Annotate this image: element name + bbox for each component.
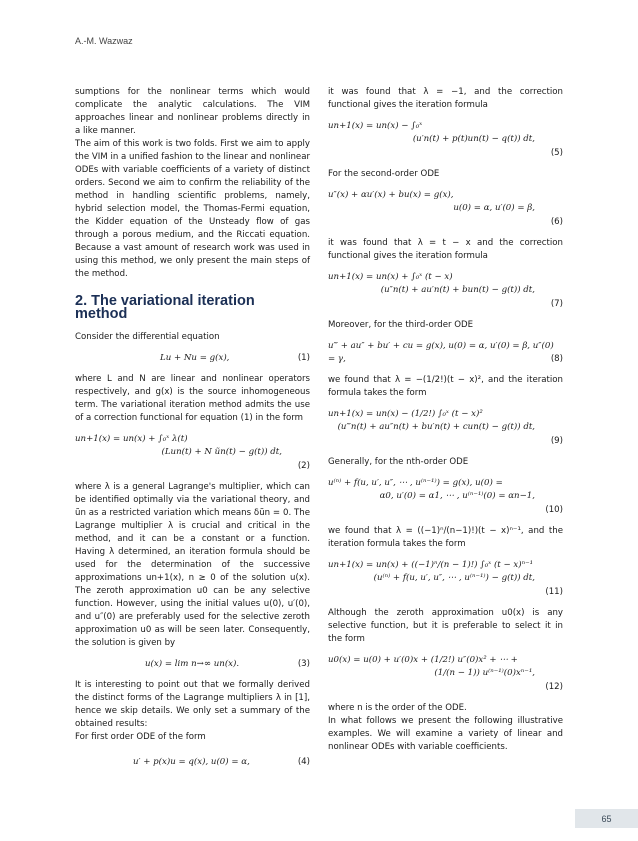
equation-body-cont: (u⁽ⁿ⁾ + f(u, u′, u″, ⋯ , u⁽ⁿ⁻¹⁾) − g(t)) dt, (373, 573, 535, 583)
equation-number: (5) (550, 148, 563, 158)
equation-number: (1) (297, 353, 310, 363)
equation-number: (4) (297, 757, 310, 767)
equation-11 (328, 559, 563, 599)
equation-6 (328, 189, 563, 229)
equation-number: (3) (297, 659, 310, 669)
left-column (75, 86, 310, 777)
equation-body: Lu + Nu = g(x), (160, 353, 230, 363)
paragraph: where L and N are linear and nonlinear operators respectively, and g(x) is the source inhomogeneous term. The variational iteration method admits the use of a correction functional for equation (1) in the form (75, 374, 310, 423)
equation-number: (2) (297, 461, 310, 471)
paragraph: where λ is a general Lagrange's multiplier, which can be identified optimally via the variational theory, and ũn as a restricted variation which means δũn = 0. The Lagrange multiplier λ is crucial and critical in the method, and it can be a constant or a function. Having λ determined, an iteration formula should be used for the determination of the successive approximations un+1(x), n ≥ 0 of the solution u(x). The zeroth approximation u0 can be any selective function. However, using the initial values u(0), u′(0), and u″(0) are preferably used for the selective zeroth approximation u0 as will be seen later. Consequently, the solution is given by (75, 482, 310, 648)
equation-10 (328, 477, 563, 517)
equation-body-cont: (1/(n − 1)) u⁽ⁿ⁻¹⁾(0)xⁿ⁻¹, (434, 668, 535, 678)
equation-body: un+1(x) = un(x) − ∫₀ˣ (328, 121, 423, 131)
equation-number: (10) (545, 505, 563, 515)
equation-7 (328, 271, 563, 311)
paragraph: Consider the differential equation (75, 332, 220, 342)
equation-number: (9) (550, 436, 563, 446)
paragraph: In what follows we present the following illustrative examples. We will examine a variety of linear and nonlinear ODEs with variable coefficients. (328, 716, 563, 752)
paragraph: it was found that λ = t − x and the correction functional gives the iteration formula (328, 238, 563, 261)
equation-body: un+1(x) = un(x) + ∫₀ˣ (t − x) (328, 272, 453, 282)
paragraph: For the second-order ODE (328, 169, 440, 179)
equation-2 (75, 433, 310, 473)
paragraph: For first order ODE of the form (75, 732, 206, 742)
equation-12 (328, 654, 563, 694)
equation-number: (12) (545, 682, 563, 692)
equation-body-cont: (u‴n(t) + au″n(t) + bu′n(t) + cun(t) − g(t)) dt, (337, 422, 535, 432)
equation-body-cont: (u′n(t) + p(t)un(t) − q(t)) dt, (412, 134, 535, 144)
paragraph: The aim of this work is two folds. First we aim to apply the VIM in a unified fashion to the linear and nonlinear ODEs with variable coefficients of a variety of distinct orders. Second we aim to confirm the reliability of the method in handling scientific problems, namely, hybrid selection model, the Thomas-Fermi equation, the Kidder equation of the Unsteady flow of gas through a porous medium, and the Riccati equation. Because a vast amount of research work was used in using this method, we only present the main steps of the method. (75, 139, 310, 279)
paragraph: Moreover, for the third-order ODE (328, 320, 474, 330)
equation-body-cont: (Lun(t) + N ũn(t) − g(t)) dt, (161, 447, 282, 457)
page-number: 65 (575, 809, 638, 828)
paragraph: Although the zeroth approximation u0(x) is any selective function, but it is preferable to select it in the form (328, 608, 563, 644)
equation-body: u0(x) = u(0) + u′(0)x + (1/2!) u″(0)x² + ⋯ + (328, 655, 518, 665)
equation-body: u″(x) + αu′(x) + bu(x) = g(x), (328, 190, 454, 200)
paragraph: it was found that λ = −1, and the correction functional gives the iteration formula (328, 87, 563, 110)
paragraph: we found that λ = −(1/2!)(t − x)², and the iteration formula takes the form (328, 375, 563, 398)
equation-number: (7) (550, 299, 563, 309)
equation-number: (6) (550, 217, 563, 227)
equation-5 (328, 120, 563, 160)
equation-body-cont: α0, u′(0) = α1, ⋯ , u⁽ⁿ⁻¹⁾(0) = αn−1, (379, 491, 535, 501)
equation-number: (8) (550, 354, 563, 364)
equation-body: u′ + p(x)u = q(x), u(0) = α, (133, 757, 250, 767)
running-head: A.-M. Wazwaz (75, 36, 133, 46)
paragraph: Generally, for the nth-order ODE (328, 457, 469, 467)
right-column (328, 86, 563, 754)
paragraph: we found that λ = ((−1)ⁿ/(n−1)!)(t − x)ⁿ⁻¹, and the iteration formula takes the form (328, 526, 563, 549)
section-title: 2. The variational iteration method (75, 293, 255, 322)
equation-9 (328, 408, 563, 448)
equation-3 (75, 658, 310, 671)
equation-body: un+1(x) = un(x) − (1/2!) ∫₀ˣ (t − x)² (328, 409, 483, 419)
equation-body: un+1(x) = un(x) + ∫₀ˣ λ(t) (75, 434, 188, 444)
equation-body: u(x) = lim n→∞ un(x). (145, 659, 240, 669)
paragraph: sumptions for the nonlinear terms which would complicate the analytic calculations. The VIM approaches linear and nonlinear problems directly in a like manner. (75, 87, 310, 136)
equation-body: u⁽ⁿ⁾ + f(u, u′, u″, ⋯ , u⁽ⁿ⁻¹⁾) = g(x), u(0) = (328, 478, 503, 488)
equation-8 (328, 340, 563, 366)
equation-body-cont: u(0) = α, u′(0) = β, (453, 203, 535, 213)
equation-number: (11) (545, 587, 563, 597)
equation-body: un+1(x) = un(x) + ((−1)ⁿ/(n − 1)!) ∫₀ˣ (t − x)ⁿ⁻¹ (328, 560, 534, 570)
paragraph: where n is the order of the ODE. (328, 703, 467, 713)
equation-1 (75, 352, 310, 365)
equation-body: u‴ + au″ + bu′ + cu = g(x), u(0) = α, u′(0) = β, u″(0) = γ, (328, 341, 554, 364)
equation-4 (75, 756, 310, 769)
paragraph: It is interesting to point out that we formally derived the distinct forms of the Lagrange multipliers λ in [1], hence we skip details. We only set a summary of the obtained results: (75, 680, 310, 729)
equation-body-cont: (u″n(t) + au′n(t) + bun(t) − g(t)) dt, (380, 285, 535, 295)
